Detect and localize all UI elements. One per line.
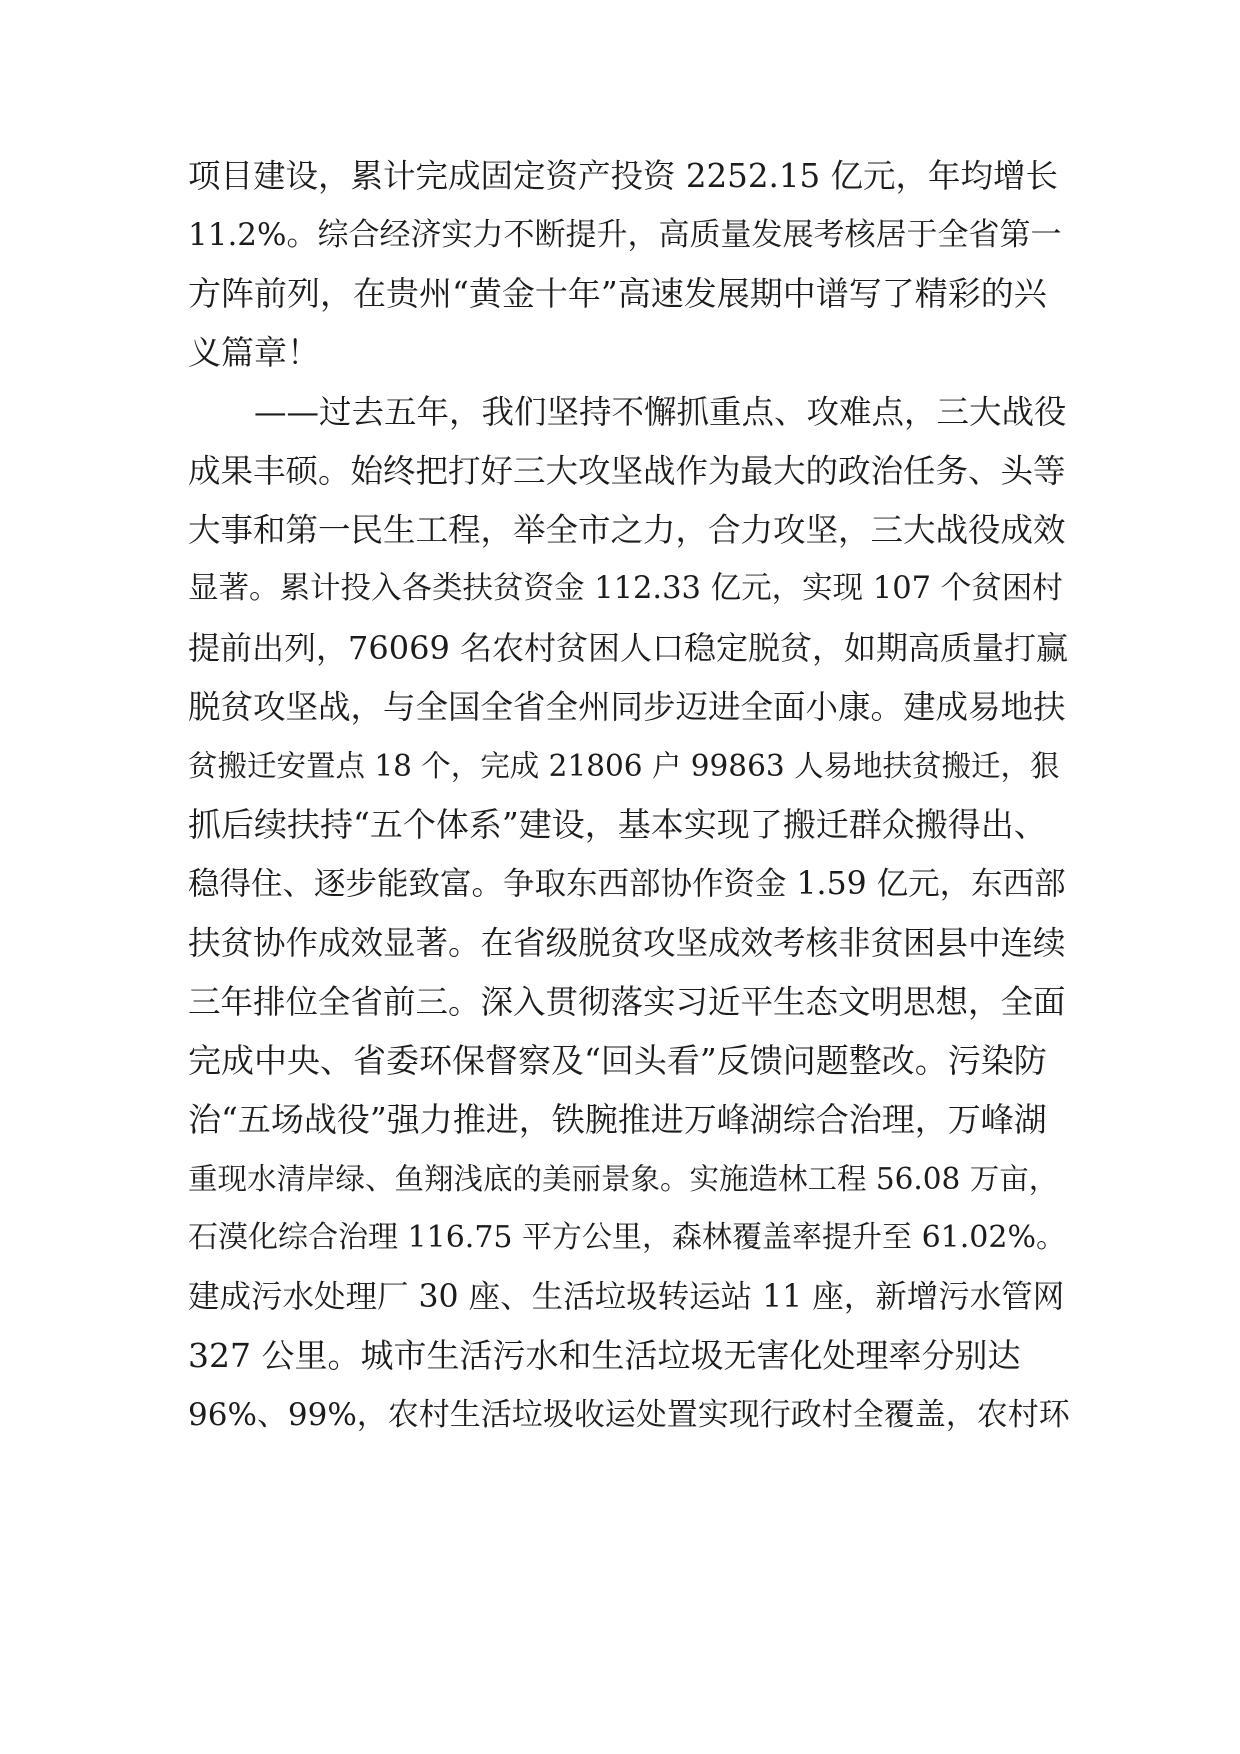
paragraph-line: 11.2%。综合经济实力不断提升，高质量发展考核居于全省第一 (188, 217, 1062, 253)
paragraph-line: 扶贫协作成效显著。在省级脱贫攻坚成效考核非贫困县中连续 (188, 924, 1066, 962)
paragraph-line: 义篇章！ (188, 333, 320, 372)
paragraph-line: 提前出列，76069 名农村贫困人口稳定脱贫，如期高质量打赢 (188, 629, 1068, 667)
paragraph-line: ——过去五年，我们坚持不懈抓重点、攻难点，三大战役 (254, 393, 1067, 431)
paragraph-line: 大事和第一民生工程，举全市之力，合力攻坚，三大战役成效 (188, 511, 1066, 549)
paragraph-line: 脱贫攻坚战，与全国全省全州同步迈进全面小康。建成易地扶 (188, 688, 1066, 726)
paragraph-line: 石漠化综合治理 116.75 平方公里，森林覆盖率提升至 61.02%。 (188, 1220, 1066, 1255)
paragraph-line: 显著。累计投入各类扶贫资金 112.33 亿元，实现 107 个贫困村 (188, 571, 1063, 606)
paragraph-line: 治“五场战役”强力推进，铁腕推进万峰湖综合治理，万峰湖 (188, 1100, 1047, 1139)
paragraph-line: 成果丰硕。始终把打好三大攻坚战作为最大的政治任务、头等 (188, 452, 1066, 490)
paragraph-line: 抓后续扶持“五个体系”建设，基本实现了搬迁群众搬得出、 (188, 805, 1047, 844)
paragraph-line: 贫搬迁安置点 18 个，完成 21806 户 99863 人易地扶贫搬迁，狠 (188, 749, 1060, 783)
paragraph-line: 方阵前列，在贵州“黄金十年”高速发展期中谱写了精彩的兴 (188, 274, 1047, 313)
paragraph-line: 327 公里。城市生活污水和生活垃圾无害化处理率分别达 (188, 1336, 1021, 1375)
paragraph-line: 三年排位全省前三。深入贯彻落实习近平生态文明思想，全面 (188, 983, 1066, 1021)
paragraph-line: 建成污水处理厂 30 座、生活垃圾转运站 11 座，新增污水管网 (188, 1279, 1065, 1315)
paragraph-line: 稳得住、逐步能致富。争取东西部协作资金 1.59 亿元，东西部 (188, 866, 1066, 902)
paragraph-line: 重现水清岸绿、鱼翔浅底的美丽景象。实施造林工程 56.08 万亩， (188, 1162, 1059, 1196)
paragraph-line: 项目建设，累计完成固定资产投资 2252.15 亿元，年均增长 (188, 157, 1059, 195)
paragraph-line: 完成中央、省委环保督察及“回头看”反馈问题整改。污染防 (188, 1041, 1047, 1080)
paragraph-line: 96%、99%，农村生活垃圾收运处置实现行政村全覆盖，农村环 (188, 1397, 1070, 1433)
